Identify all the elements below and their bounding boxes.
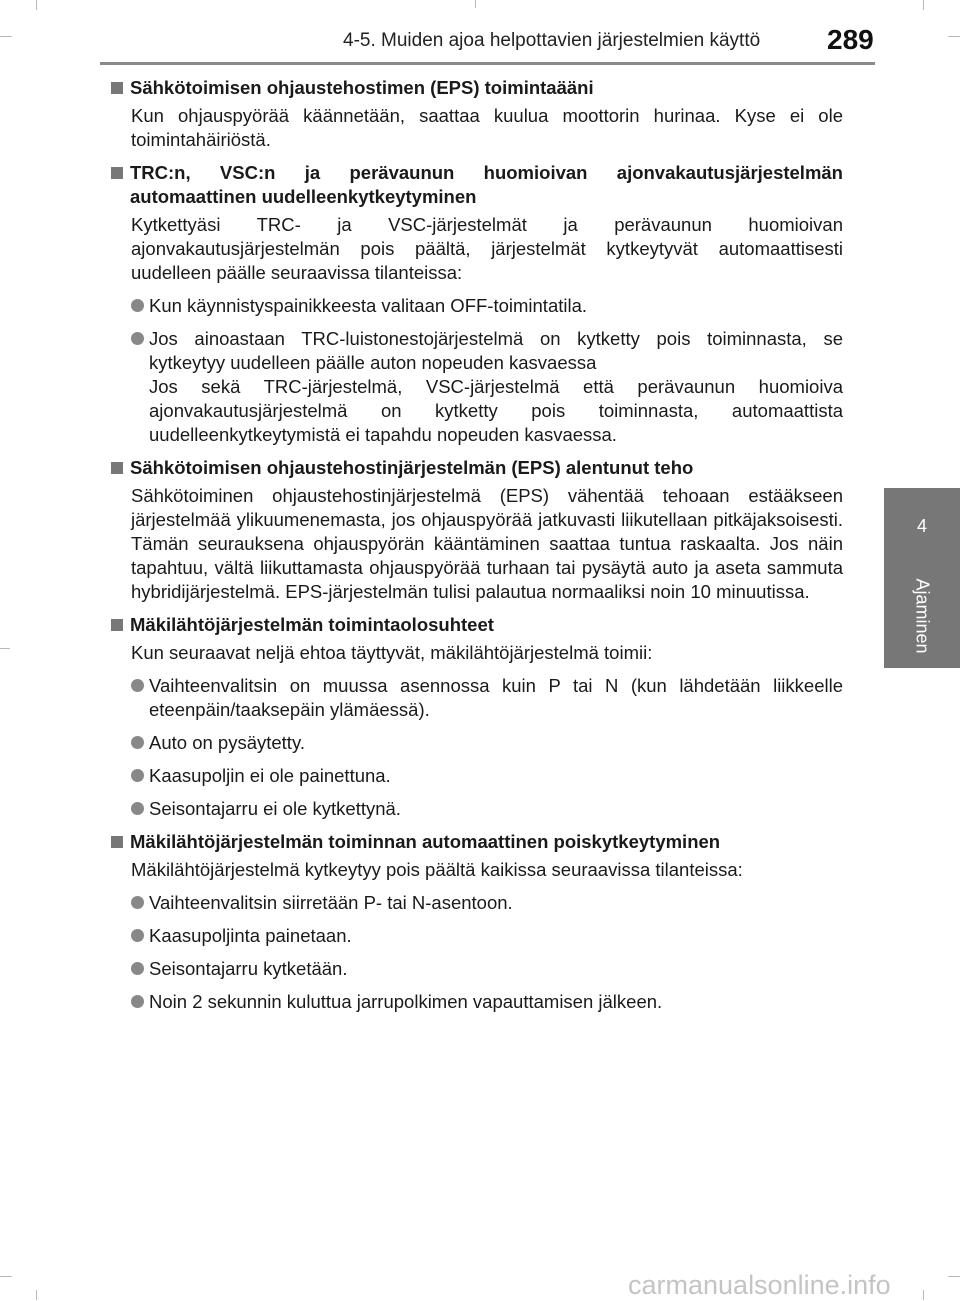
chapter-label: Ajaminen	[912, 578, 933, 654]
section-heading	[111, 161, 843, 209]
crop-mark	[948, 1276, 960, 1277]
list-item	[131, 957, 843, 981]
crop-mark	[36, 1290, 37, 1300]
list-item	[131, 327, 843, 447]
section-title: Sähkötoimisen ohjaustehostimen (EPS) toimintaääni	[130, 77, 594, 98]
list-item-text: Kun käynnistyspainikkeesta valitaan OFF-toimintatila.	[149, 295, 588, 316]
square-bullet-icon	[111, 836, 123, 848]
crop-mark	[0, 36, 12, 37]
round-bullet-icon	[131, 332, 144, 345]
list-item-text	[149, 327, 843, 447]
list-item-text: Noin 2 sekunnin kuluttua jarrupolkimen vapauttamisen jälkeen.	[149, 991, 663, 1012]
section-title: Mäkilähtöjärjestelmän toimintaolosuhteet	[130, 614, 494, 635]
round-bullet-icon	[131, 299, 144, 312]
section-paragraph: Kun seuraavat neljä ehtoa täyttyvät, mäkilähtöjärjestelmä toimii:	[131, 642, 653, 663]
square-bullet-icon	[111, 619, 123, 631]
list-item	[131, 674, 843, 722]
list-item-text: Kaasupoljin ei ole painettuna.	[149, 765, 391, 786]
section-eps-sound	[111, 76, 843, 152]
crop-mark	[948, 36, 960, 37]
list-item	[131, 990, 843, 1014]
list-item-text: Seisontajarru kytketään.	[149, 958, 348, 979]
section-hill-start-deactivation	[111, 830, 843, 1014]
list-item-continuation: Jos sekä TRC-järjestelmä, VSC-järjestelmä että perävaunun huomioiva ajonvakautusjärjestelmä on kytketty pois toiminnasta, automaattista uudelleenkytkeytymistä ei tapahdu nopeuden kasvaessa.	[149, 376, 843, 445]
square-bullet-icon	[111, 82, 123, 94]
section-paragraph: Mäkilähtöjärjestelmä kytkeytyy pois päältä kaikissa seuraavissa tilanteissa:	[131, 859, 743, 880]
chapter-number: 4	[916, 516, 927, 536]
list-item	[131, 764, 843, 788]
list-item-text: Kaasupoljinta painetaan.	[149, 925, 352, 946]
square-bullet-icon	[111, 462, 123, 474]
list-item	[131, 731, 843, 755]
page-content	[111, 76, 843, 1023]
crop-mark	[0, 648, 10, 649]
watermark: carmanualsonline.info	[628, 1270, 891, 1300]
round-bullet-icon	[131, 896, 144, 909]
section-title: Sähkötoimisen ohjaustehostinjärjestelmän (EPS) alentunut teho	[130, 457, 694, 478]
section-heading	[111, 76, 843, 100]
chapter-side-tab	[884, 488, 960, 668]
list-item	[131, 294, 843, 318]
section-heading	[111, 456, 843, 480]
round-bullet-icon	[131, 679, 144, 692]
crop-mark	[36, 0, 37, 10]
page-number: 289	[827, 24, 874, 55]
list-item	[131, 797, 843, 821]
section-trc-vsc-reactivation	[111, 161, 843, 447]
list-item-text: Vaihteenvalitsin on muussa asennossa kuin P tai N (kun lähdetään liikkeelle eteenpäin/taaksepäin ylämäessä).	[149, 675, 843, 720]
crop-mark	[923, 1290, 924, 1300]
list-item-line: Jos ainoastaan TRC-luistonestojärjestelmä on kytketty pois toiminnasta, se kytkeytyy uudelleen päälle auton nopeuden kasvaessa	[149, 328, 843, 373]
section-hill-start-conditions	[111, 613, 843, 821]
list-item	[131, 891, 843, 915]
round-bullet-icon	[131, 962, 144, 975]
round-bullet-icon	[131, 736, 144, 749]
section-paragraph: Kun ohjauspyörää käännetään, saattaa kuulua moottorin hurinaa. Kyse ei ole toimintahäiriöstä.	[131, 105, 843, 150]
list-item-text: Vaihteenvalitsin siirretään P- tai N-asentoon.	[149, 892, 513, 913]
square-bullet-icon	[111, 167, 123, 179]
round-bullet-icon	[131, 769, 144, 782]
list-item-text: Seisontajarru ei ole kytkettynä.	[149, 798, 401, 819]
section-paragraph: Kytkettyäsi TRC- ja VSC-järjestelmät ja perävaunun huomioivan ajonvakautusjärjestelmän pois päältä, järjestelmät kytkeytyvät automaattisesti uudelleen päälle seuraavissa tilanteissa:	[131, 214, 843, 283]
page-header-title: 4-5. Muiden ajoa helpottavien järjestelmien käyttö	[343, 30, 761, 51]
header-divider	[100, 62, 875, 65]
crop-mark	[475, 0, 476, 8]
list-item	[131, 924, 843, 948]
section-paragraph: Sähkötoiminen ohjaustehostinjärjestelmä (EPS) vähentää tehoaan estääkseen järjestelmää ylikuumenemasta, jos ohjauspyörää jatkuvasti liikutellaan pitkäjaksoisesti. Tämän seurauksena ohjauspyörän kääntäminen saattaa tuntua raskaalta. Jos näin tapahtuu, vältä liikuttamasta ohjauspyörää turhaan tai pysäytä auto ja aseta sammuta hybridijärjestelmä. EPS-järjestelmän tulisi palautua normaaliksi noin 10 minuutissa.	[131, 485, 843, 602]
section-heading	[111, 613, 843, 637]
section-eps-reduced-power	[111, 456, 843, 604]
crop-mark	[0, 1276, 12, 1277]
crop-mark	[923, 0, 924, 10]
round-bullet-icon	[131, 995, 144, 1008]
round-bullet-icon	[131, 802, 144, 815]
round-bullet-icon	[131, 929, 144, 942]
section-title: Mäkilähtöjärjestelmän toiminnan automaattinen poiskytkeytyminen	[130, 831, 721, 852]
section-heading	[111, 830, 843, 854]
list-item-text: Auto on pysäytetty.	[149, 732, 305, 753]
section-title: TRC:n, VSC:n ja perävaunun huomioivan ajonvakautusjärjestelmän automaattinen uudelleenkytkeytyminen	[130, 162, 843, 207]
